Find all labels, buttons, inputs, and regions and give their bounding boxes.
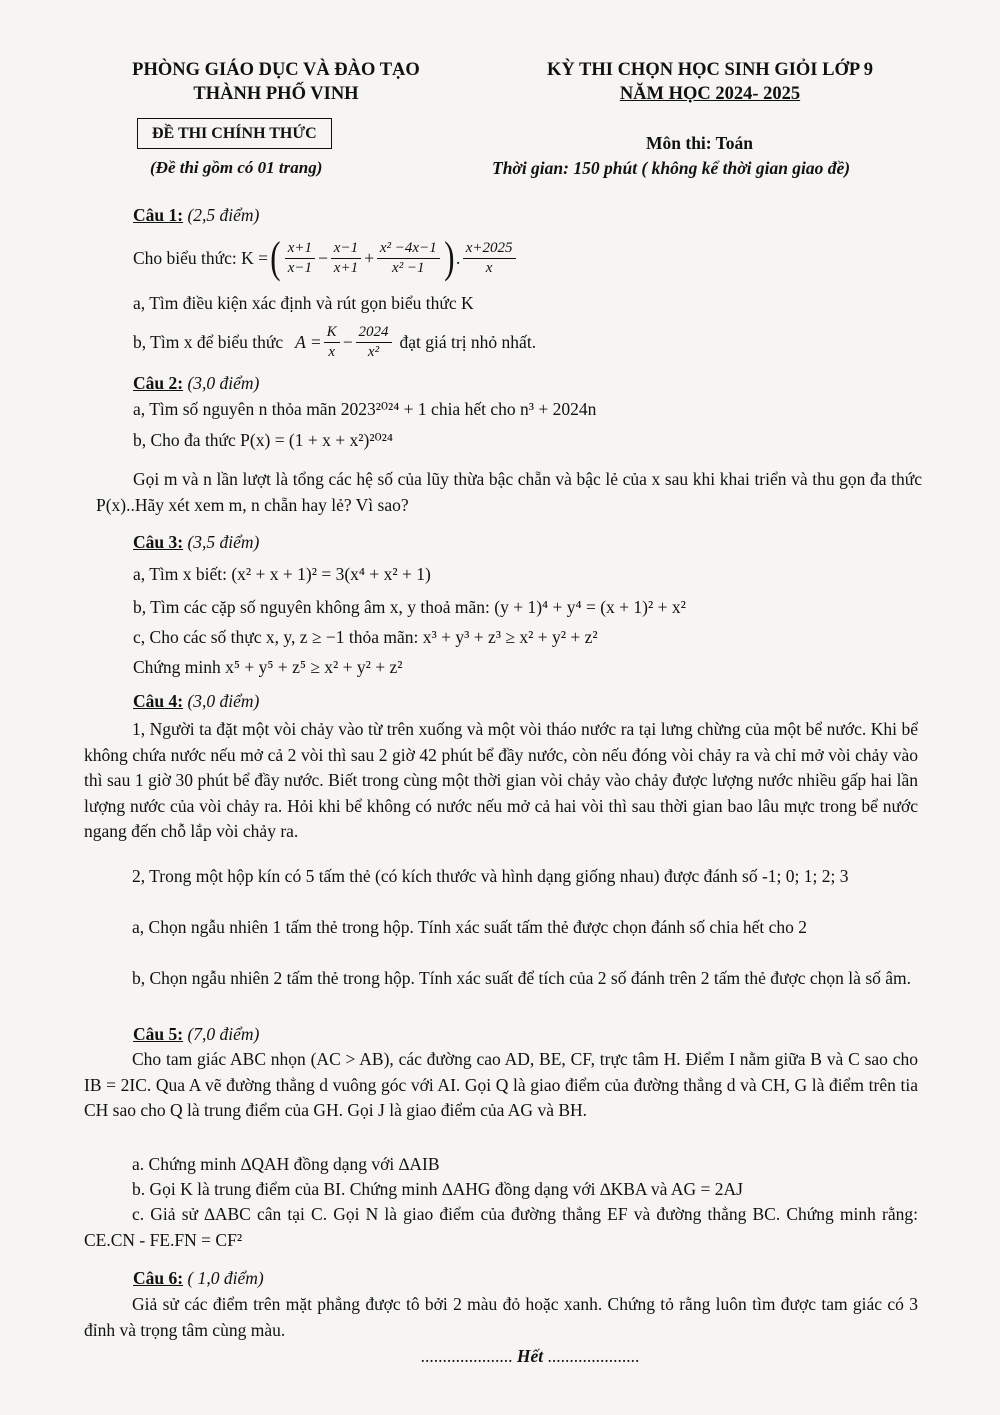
q5-statement: Cho tam giác ABC nhọn (AC > AB), các đường cao AD, BE, CF, trực tâm H. Điểm I nằm giữa B và C sao cho IB = 2IC. Qua A vẽ đường thẳng d vuông góc với AI. Gọi Q là giao điểm của đường thẳng d và CH, G là điểm trên tia CH sao cho Q là trung điểm của GH. Gọi J là giao điểm của AG và BH. — [84, 1049, 918, 1120]
q3-part-a: a, Tìm x biết: (x² + x + 1)² = 3(x⁴ + x² + 1) — [133, 564, 431, 584]
q1-intro: Cho biểu thức: K = — [133, 248, 269, 268]
q1-title: Câu 1: — [133, 205, 184, 225]
fraction — [331, 239, 361, 278]
numerator: K — [324, 323, 340, 343]
q2-heading — [133, 373, 259, 394]
q4-title: Câu 4: — [133, 691, 184, 711]
q1-part-a: a, Tìm điều kiện xác định và rút gọn biểu thức K — [133, 293, 474, 313]
q6-title: Câu 6: — [133, 1268, 184, 1288]
q5-heading — [133, 1024, 259, 1045]
q4-points: (3,0 điểm) — [187, 691, 260, 711]
q1-b-text: b, Tìm x để biểu thức — [133, 332, 284, 352]
q2-part-b: b, Cho đa thức P(x) = (1 + x + x²)²⁰²⁴ — [133, 430, 393, 450]
page-count-note: (Đề thi gồm có 01 trang) — [150, 158, 323, 177]
q1-expression: Cho biểu thức: K = ( $\frac{x+1}{x-1}$ − $\frac{x-1}{x+1}$ + $\frac{\text{x² −4x−1}}{\text{x² −1}}$ ) . $\frac{x+2025}{x}$ — [133, 229, 518, 287]
q3-part-c-proof: Chứng minh x⁵ + y⁵ + z⁵ ≥ x² + y² + z² — [133, 657, 403, 677]
subject-label: Môn thi: Toán — [646, 133, 753, 153]
q6-statement: Giả sử các điểm trên mặt phẳng được tô bởi 2 màu đỏ hoặc xanh. Chứng tỏ rằng luôn tìm được tam giác có 3 đỉnh và trọng tâm cùng màu. — [84, 1294, 918, 1340]
numerator: x+1 — [285, 239, 315, 259]
numerator: 2024 — [356, 323, 392, 343]
left-paren: ( — [270, 233, 281, 282]
a-lhs: A = — [295, 332, 322, 352]
school-year: NĂM HỌC 2024- 2025 — [619, 84, 801, 104]
denominator: x — [328, 343, 336, 360]
dotted-leader: ..................... — [420, 1346, 513, 1366]
end-mark — [385, 1346, 675, 1367]
denominator: x — [485, 259, 493, 276]
denominator: x² −1 — [392, 259, 425, 276]
q4-heading — [133, 691, 259, 712]
q3-title: Câu 3: — [133, 532, 184, 552]
q6-heading — [133, 1268, 264, 1289]
q5-part-c: c. Giả sử ∆ABC cân tại C. Gọi N là giao điểm của đường thẳng EF và đường thẳng BC. Chứng minh rằng: CE.CN - FE.FN = CF² — [84, 1204, 918, 1250]
q4-part-2a: a, Chọn ngẫu nhiên 1 tấm thẻ trong hộp. Tính xác suất tấm thẻ được chọn đánh số chia hết cho 2 — [132, 917, 807, 937]
numerator: x² −4x−1 — [377, 239, 440, 259]
denominator: x² — [367, 343, 380, 360]
q5-part-a: a. Chứng minh ∆QAH đồng dạng với ∆AIB — [132, 1154, 440, 1174]
fraction — [463, 239, 516, 278]
q5-title: Câu 5: — [133, 1024, 184, 1044]
q2-title: Câu 2: — [133, 373, 184, 393]
city-name: THÀNH PHỐ VINH — [193, 84, 359, 104]
q2-part-b-text: Gọi m và n lần lượt là tổng các hệ số của lũy thừa bậc chẵn và bậc lẻ của x sau khi khai triển và thu gọn đa thức P(x)..Hãy xét xem m, n chẵn hay lẻ? Vì sao? — [96, 469, 922, 515]
q3-heading — [133, 532, 259, 553]
department-name: PHÒNG GIÁO DỤC VÀ ĐÀO TẠO — [132, 60, 420, 80]
q1-b-post: đạt giá trị nhỏ nhất. — [399, 332, 537, 352]
numerator: x+2025 — [463, 239, 516, 259]
denominator: x−1 — [287, 259, 312, 276]
fraction — [377, 239, 440, 278]
q4-part-2b: b, Chọn ngẫu nhiên 2 tấm thẻ trong hộp. Tính xác suất để tích của 2 số đánh trên 2 tấm thẻ được chọn là số âm. — [132, 968, 912, 988]
q4-part-1: 1, Người ta đặt một vòi chảy vào từ trên xuống và một vòi tháo nước ra tại lưng chừng của một bể nước. Khi bể không chứa nước nếu mở cả 2 vòi thì sau 2 giờ 42 phút bể đầy nước, còn nếu đóng vòi chảy ra và chỉ mở vòi chảy vào thì sau 1 giờ 30 phút bể đầy nước. Biết trong cùng một thời gian vòi chảy vào chảy được lượng nước nhiều gấp hai lần lượng nước của vòi chảy ra. Hỏi khi bể không có nước nếu mở cả hai vòi thì sau thời gian bao lâu mực trong bể nước ngang đến chỗ lắp vòi chảy ra. — [84, 719, 918, 841]
q3-part-b: b, Tìm các cặp số nguyên không âm x, y thoả mãn: (y + 1)⁴ + y⁴ = (x + 1)² + x² — [133, 597, 686, 617]
fraction — [356, 323, 392, 362]
q4-part-2: 2, Trong một hộp kín có 5 tấm thẻ (có kích thước và hình dạng giống nhau) được đánh số -1; 0; 1; 2; 3 — [132, 866, 849, 886]
official-exam-label: ĐỀ THI CHÍNH THỨC — [137, 118, 332, 149]
end-text: Hết — [516, 1346, 544, 1366]
q1-part-b: b, Tìm x để biểu thức A = $\frac{K}{x}$ − $\frac{2024}{\text{x²}}$ đạt giá trị nhỏ nhất. — [133, 323, 537, 360]
exam-title: KỲ THI CHỌN HỌC SINH GIỎI LỚP 9 — [546, 60, 874, 80]
q1-heading — [133, 205, 259, 226]
q2-part-a: a, Tìm số nguyên n thỏa mãn 2023²⁰²⁴ + 1 chia hết cho n³ + 2024n — [133, 399, 597, 419]
fraction — [324, 323, 340, 362]
q1-points: (2,5 điểm) — [187, 205, 260, 225]
numerator: x−1 — [331, 239, 361, 259]
fraction — [285, 239, 315, 278]
right-paren: ) — [443, 233, 455, 282]
q5-points: (7,0 điểm) — [187, 1024, 260, 1044]
q2-points: (3,0 điểm) — [187, 373, 260, 393]
q3-part-c: c, Cho các số thực x, y, z ≥ −1 thỏa mãn: x³ + y³ + z³ ≥ x² + y² + z² — [133, 627, 598, 647]
dotted-leader: ..................... — [547, 1346, 640, 1366]
q6-points: ( 1,0 điểm) — [187, 1268, 264, 1288]
time-label: Thời gian: 150 phút ( không kể thời gian giao đề) — [492, 158, 851, 178]
q3-points: (3,5 điểm) — [187, 532, 260, 552]
q5-part-b: b. Gọi K là trung điểm của BI. Chứng minh ∆AHG đồng dạng với ∆KBA và AG = 2AJ — [132, 1179, 743, 1199]
denominator: x+1 — [333, 259, 359, 276]
